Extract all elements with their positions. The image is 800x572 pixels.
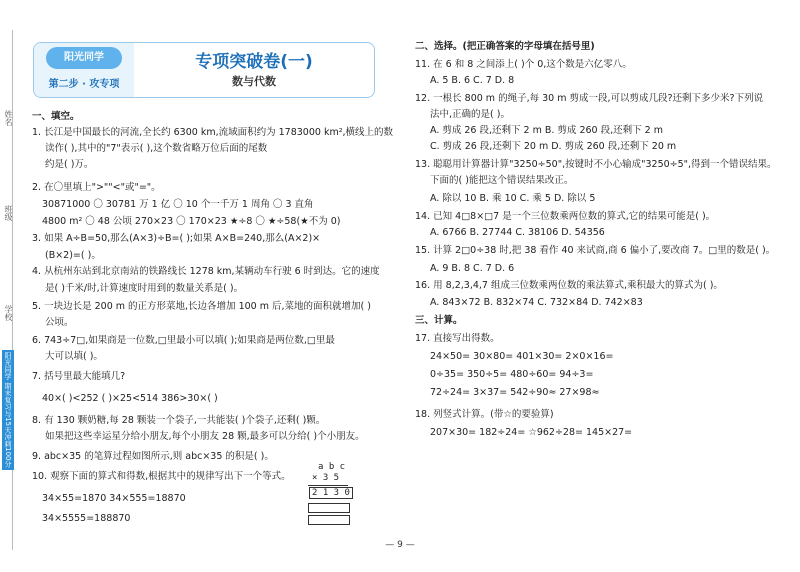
left-line: 34×55=1870 34×555=18870 (42, 493, 186, 504)
left-line: 4. 从杭州东站到北京南站的铁路线长 1278 km,某辆动车行驶 6 时到达。它的速度 (32, 266, 380, 277)
right-line: 24×50= 30×80= 401×30= 2×0×16= (430, 351, 614, 362)
right-line: 17. 直接写出得数。 (415, 333, 500, 344)
left-line: 9. abc×35 的笔算过程如图所示,则 abc×35 的积是( )。 (32, 451, 274, 462)
right-line: 15. 计算 2□0÷38 时,把 38 看作 40 来试商,商 6 偏小了,要改商 7。□里的数是( )。 (415, 245, 776, 256)
header-left-panel (34, 43, 134, 97)
step-label: 第二步 · 攻专项 (48, 79, 120, 90)
brand-logo: 阳光同学 (46, 47, 122, 69)
calc-row-2: × 3 5 (312, 473, 340, 483)
left-line: 7. 括号里最大能填几? (32, 371, 126, 382)
left-line: 5. 一块边长是 200 m 的正方形菜地,长边各增加 100 m 后,菜地的面积就增加( ) (32, 301, 371, 312)
left-line: 6. 743÷7□,如果商是一位数,□里最小可以填( );如果商是两位数,□里最 (32, 335, 335, 346)
left-line: 2. 在〇里填上">""<"或"="。 (32, 182, 161, 193)
right-line: 14. 已知 4□8×□7 是一个三位数乘两位数的算式,它的结果可能是( )。 (415, 211, 716, 222)
right-line: 二、选择。(把正确答案的字母填在括号里) (415, 41, 595, 52)
left-line: 3. 如果 A÷B=50,那么(A×3)÷B=( );如果 A×B=240,那么(A×2)× (32, 233, 321, 244)
left-line: (B×2)=( )。 (45, 250, 101, 261)
right-line: A. 6766 B. 27744 C. 38106 D. 54356 (430, 227, 605, 238)
binding-strip (0, 0, 24, 572)
left-line: 30871000 〇 30781 万 1 亿 〇 10 个一千万 1 周角 〇 3 直角 (42, 199, 314, 210)
right-line: A. 843×72 B. 832×74 C. 732×84 D. 742×83 (430, 297, 643, 308)
right-line: A. 剪成 26 段,还剩下 2 m B. 剪成 260 段,还剩下 2 m (430, 125, 663, 136)
right-line: 11. 在 6 和 8 之间添上( )个 0,这个数是六亿零八。 (415, 59, 632, 70)
page-number: — 9 — (385, 540, 415, 550)
right-line: 三、计算。 (415, 315, 463, 326)
cut-line (12, 30, 13, 550)
left-line: 4800 m² 〇 48 公顷 270×23 〇 170×23 ★÷8 〇 ★÷58(★不为 0) (42, 216, 341, 227)
calc-row-1: a b c (318, 462, 346, 472)
left-line: 读作( ),其中的"7"表示( ),这个数省略万位后面的尾数 (45, 143, 268, 154)
left-line: 一、填空。 (32, 111, 80, 122)
left-line: 大可以填( )。 (45, 351, 103, 362)
right-line: A. 5 B. 6 C. 7 D. 8 (430, 75, 515, 86)
right-line: 12. 一根长 800 m 的绳子,每 30 m 剪成一段,可以剪成几段?还剩下多少米?下列说 (415, 93, 764, 104)
brand-strip: 阳光同学 期末复习与15天冲刺100分 (2, 350, 14, 470)
calc-row-3: 2 1 3 0 (309, 487, 353, 499)
right-line: C. 剪成 26 段,还剩下 20 m D. 剪成 260 段,还剩下 20 m (430, 141, 677, 152)
right-line: A. 9 B. 8 C. 7 D. 6 (430, 263, 515, 274)
right-line: 16. 用 8,2,3,4,7 组成三位数乘两位数的乘法算式,乘积最大的算式为( )。 (415, 280, 723, 291)
right-line: 72÷24= 3×37= 542÷90≈ 27×98≈ (430, 387, 600, 398)
name-label: 姓名 (4, 110, 13, 126)
class-label: 班级 (4, 205, 13, 221)
left-line: 公顷。 (45, 317, 74, 328)
left-line: 34×5555=188870 (42, 513, 131, 524)
calc-box-2 (308, 515, 350, 525)
left-line: 8. 有 130 颗奶糖,每 28 颗装一个袋子,一共能装( )个袋子,还剩( )颗。 (32, 415, 326, 426)
right-line: 0÷35= 350÷5= 480÷60= 94÷3= (430, 369, 594, 380)
right-line: 207×30= 182÷24= ☆962÷28= 145×27= (430, 427, 633, 438)
page-title: 专项突破卷(一) (195, 52, 313, 72)
left-line: 约是( )万。 (45, 159, 94, 170)
right-line: 法中,正确的是( )。 (430, 109, 510, 120)
left-line: 10. 观察下面的算式和得数,根据其中的规律写出下一个等式。 (32, 471, 291, 482)
right-line: 18. 列竖式计算。(带☆的要验算) (415, 409, 554, 420)
right-line: 13. 聪聪用计算器计算"3250÷50",按键时不小心输成"3250÷5",得到一个错误结果。 (415, 159, 777, 170)
calc-line (308, 485, 348, 486)
left-line: 40×( )<252 ( )×25<514 386>30×( ) (42, 393, 218, 404)
calc-box-1 (308, 503, 350, 513)
school-label: 学校 (4, 305, 13, 321)
section-header (33, 42, 375, 98)
left-line: 如果把这些幸运星分给小朋友,每个小朋友 28 颗,最多可以分给( )个小朋友。 (45, 431, 365, 442)
right-line: A. 除以 10 B. 乘 10 C. 乘 5 D. 除以 5 (430, 193, 596, 204)
right-line: 下面的( )能把这个错误结果改正。 (430, 175, 574, 186)
left-line: 是( )千米/时,计算速度时用到的数量关系是( )。 (45, 283, 244, 294)
page-subtitle: 数与代数 (232, 75, 276, 88)
left-line: 1. 长江是中国最长的河流,全长约 6300 km,流域面积约为 1783000 km²,横线上的数 (32, 127, 394, 138)
